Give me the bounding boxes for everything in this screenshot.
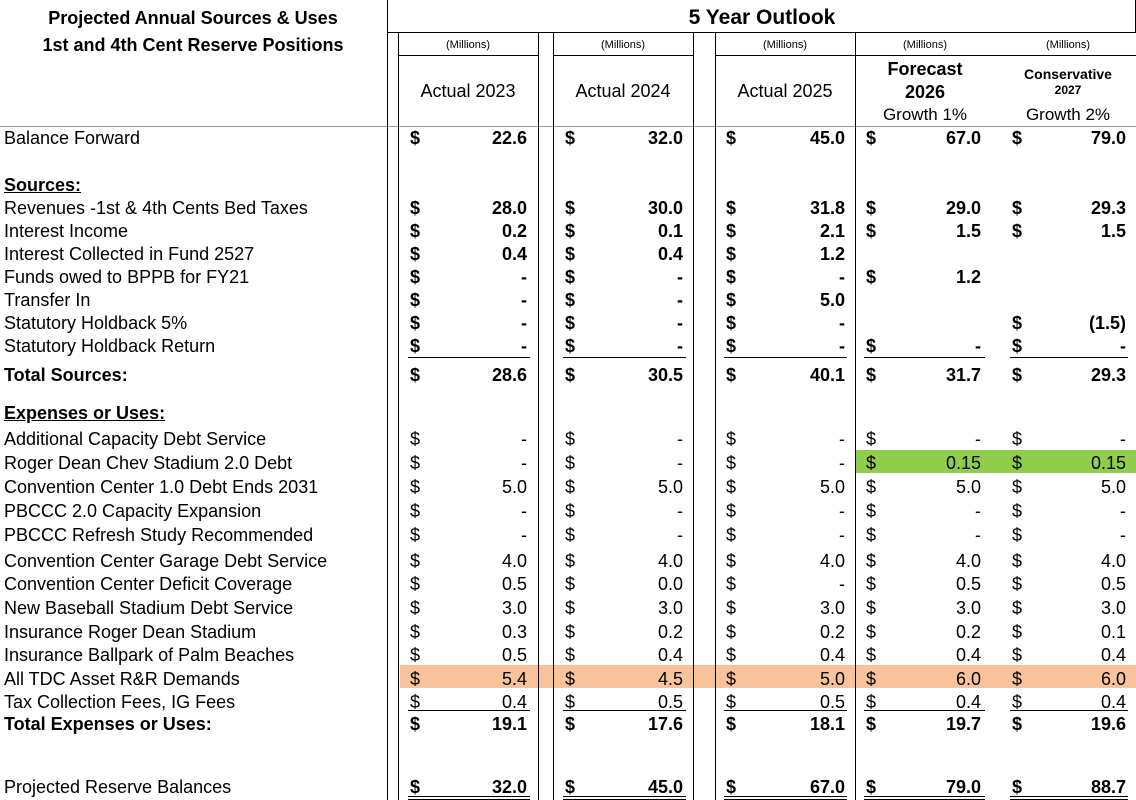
dollar-sign: $: [726, 574, 737, 594]
col3-units-rule: [715, 55, 855, 56]
cell-value[interactable]: -: [975, 429, 981, 449]
col4-growth: Growth 1%: [882, 105, 968, 124]
dollar-sign: $: [410, 365, 421, 385]
dollar-sign: $: [726, 598, 737, 618]
cell-value[interactable]: 31.8: [809, 198, 845, 218]
cell-value[interactable]: -: [521, 336, 527, 356]
dollar-sign: $: [866, 336, 877, 356]
dollar-sign: $: [866, 645, 877, 665]
dollar-sign: $: [866, 714, 877, 734]
cell-value[interactable]: 3.0: [501, 598, 527, 618]
cell-value[interactable]: 0.2: [955, 622, 981, 642]
col5-growth: Growth 2%: [1025, 105, 1111, 124]
dollar-sign: $: [726, 453, 737, 473]
dollar-sign: $: [565, 551, 576, 571]
dollar-sign: $: [565, 525, 576, 545]
row-label: Sources:: [4, 175, 82, 195]
sheet-title: Projected Annual Sources & Uses: [48, 8, 338, 28]
cell-value[interactable]: 4.0: [955, 551, 981, 571]
cell-value[interactable]: 28.0: [491, 198, 527, 218]
cell-value[interactable]: 5.0: [1100, 477, 1126, 497]
row-label: Insurance Ballpark of Palm Beaches: [4, 645, 295, 665]
cell-value[interactable]: -: [1120, 429, 1126, 449]
cell-value[interactable]: 30.5: [647, 365, 683, 385]
cell-value[interactable]: 19.1: [491, 714, 527, 734]
cell-value[interactable]: 5.0: [657, 477, 683, 497]
dollar-sign: $: [1012, 453, 1023, 473]
cell-value[interactable]: 0.0: [657, 574, 683, 594]
cell-value[interactable]: 31.7: [945, 365, 981, 385]
cell-value[interactable]: 0.5: [819, 692, 845, 712]
dollar-sign: $: [565, 645, 576, 665]
dollar-sign: $: [1012, 365, 1023, 385]
dollar-sign: $: [410, 453, 421, 473]
row-label: Roger Dean Chev Stadium 2.0 Debt: [4, 453, 293, 473]
cell-value[interactable]: 3.0: [955, 598, 981, 618]
sheet-subtitle: 1st and 4th Cent Reserve Positions: [42, 35, 344, 55]
total-double-rule: [1010, 796, 1128, 797]
row-label: Transfer In: [4, 290, 91, 310]
outlook-underline: [388, 32, 1136, 33]
dollar-sign: $: [1012, 128, 1023, 148]
cell-value[interactable]: -: [677, 336, 683, 356]
dollar-sign: $: [726, 267, 737, 287]
dollar-sign: $: [565, 128, 576, 148]
dollar-sign: $: [726, 290, 737, 310]
cell-value[interactable]: -: [839, 574, 845, 594]
dollar-sign: $: [410, 692, 421, 712]
dollar-sign: $: [410, 622, 421, 642]
row-label: Statutory Holdback 5%: [4, 313, 188, 333]
cell-value[interactable]: 3.0: [819, 598, 845, 618]
row-label: Interest Income: [4, 221, 129, 241]
col45-units-rule: [855, 55, 1136, 56]
dollar-sign: $: [726, 777, 737, 797]
cell-value[interactable]: -: [1120, 525, 1126, 545]
cell-value[interactable]: 79.0: [945, 777, 981, 797]
dollar-sign: $: [866, 429, 877, 449]
cell-value[interactable]: -: [975, 501, 981, 521]
cell-value[interactable]: -: [521, 290, 527, 310]
col1-units: (Millions): [446, 39, 490, 51]
dollar-sign: $: [565, 221, 576, 241]
dollar-sign: $: [410, 336, 421, 356]
dollar-sign: $: [410, 714, 421, 734]
dollar-sign: $: [1012, 525, 1023, 545]
row-label: Convention Center 1.0 Debt Ends 2031: [4, 477, 319, 497]
dollar-sign: $: [1012, 777, 1023, 797]
cell-value[interactable]: -: [839, 453, 845, 473]
subtotal-rule: [864, 710, 985, 711]
col5-header-year: 2027: [1054, 83, 1082, 97]
dollar-sign: $: [726, 477, 737, 497]
cell-value[interactable]: -: [677, 267, 683, 287]
dollar-sign: $: [726, 501, 737, 521]
dollar-sign: $: [410, 429, 421, 449]
cell-value[interactable]: 3.0: [657, 598, 683, 618]
dollar-sign: $: [866, 128, 877, 148]
dollar-sign: $: [410, 221, 421, 241]
cell-value[interactable]: 0.5: [501, 574, 527, 594]
row-label: Projected Reserve Balances: [4, 777, 232, 797]
dollar-sign: $: [726, 128, 737, 148]
dollar-sign: $: [726, 198, 737, 218]
cell-value[interactable]: 32.0: [647, 128, 683, 148]
subtotal-rule: [864, 357, 985, 358]
v-rule: [693, 32, 694, 800]
cell-value[interactable]: 28.6: [491, 365, 527, 385]
cell-value[interactable]: 0.5: [501, 645, 527, 665]
dollar-sign: $: [410, 267, 421, 287]
subtotal-rule: [1010, 710, 1128, 711]
dollar-sign: $: [1012, 313, 1023, 333]
dollar-sign: $: [866, 198, 877, 218]
dollar-sign: $: [1012, 645, 1023, 665]
dollar-sign: $: [866, 692, 877, 712]
cell-value[interactable]: 4.0: [501, 551, 527, 571]
dollar-sign: $: [726, 669, 737, 689]
cell-value[interactable]: 0.15: [1090, 453, 1126, 473]
dollar-sign: $: [410, 598, 421, 618]
row-label: Convention Center Deficit Coverage: [4, 574, 293, 594]
dollar-sign: $: [866, 777, 877, 797]
row-label: New Baseball Stadium Debt Service: [4, 598, 294, 618]
cell-value[interactable]: 0.2: [501, 221, 527, 241]
dollar-sign: $: [565, 501, 576, 521]
dollar-sign: $: [866, 221, 877, 241]
cell-value[interactable]: 0.5: [657, 692, 683, 712]
cell-value[interactable]: -: [521, 453, 527, 473]
cell-value[interactable]: 22.6: [491, 128, 527, 148]
cell-value[interactable]: 0.4: [657, 645, 683, 665]
col3-units: (Millions): [763, 39, 807, 51]
col4-header-title: Forecast: [887, 59, 963, 79]
header-bottom-rule: [0, 126, 1136, 127]
total-double-rule: [563, 796, 686, 797]
dollar-sign: $: [565, 598, 576, 618]
dollar-sign: $: [410, 313, 421, 333]
dollar-sign: $: [565, 290, 576, 310]
cell-value[interactable]: 0.4: [955, 692, 981, 712]
dollar-sign: $: [1012, 692, 1023, 712]
dollar-sign: $: [726, 244, 737, 264]
cell-value[interactable]: -: [677, 501, 683, 521]
cell-value[interactable]: 17.6: [647, 714, 683, 734]
cell-value[interactable]: 1.5: [1100, 221, 1126, 241]
cell-value[interactable]: -: [521, 313, 527, 333]
v-rule: [855, 32, 856, 800]
v-rule: [398, 32, 399, 800]
cell-value[interactable]: 1.2: [819, 244, 845, 264]
dollar-sign: $: [565, 244, 576, 264]
cell-value[interactable]: 18.1: [809, 714, 845, 734]
cell-value[interactable]: 6.0: [1100, 669, 1126, 689]
dollar-sign: $: [410, 551, 421, 571]
v-rule: [387, 0, 388, 800]
outlook-title: 5 Year Outlook: [688, 6, 836, 29]
dollar-sign: $: [726, 622, 737, 642]
cell-value[interactable]: 5.0: [819, 290, 845, 310]
dollar-sign: $: [726, 714, 737, 734]
v-rule: [538, 32, 539, 800]
subtotal-rule: [724, 710, 847, 711]
dollar-sign: $: [565, 692, 576, 712]
dollar-sign: $: [726, 551, 737, 571]
dollar-sign: $: [866, 267, 877, 287]
cell-value[interactable]: 4.5: [657, 669, 683, 689]
cell-value[interactable]: 4.0: [819, 551, 845, 571]
cell-value[interactable]: 88.7: [1090, 777, 1126, 797]
cell-value[interactable]: 0.3: [501, 622, 527, 642]
v-rule: [715, 32, 716, 800]
cell-value[interactable]: 3.0: [1100, 598, 1126, 618]
dollar-sign: $: [866, 622, 877, 642]
cell-value[interactable]: 1.2: [955, 267, 981, 287]
cell-value[interactable]: 29.3: [1090, 365, 1126, 385]
cell-value[interactable]: -: [975, 336, 981, 356]
cell-value[interactable]: -: [839, 525, 845, 545]
cell-value[interactable]: 0.5: [1100, 574, 1126, 594]
cell-value[interactable]: -: [521, 429, 527, 449]
cell-value[interactable]: -: [839, 336, 845, 356]
cell-value[interactable]: 4.0: [1100, 551, 1126, 571]
cell-value[interactable]: 5.0: [819, 477, 845, 497]
cell-value[interactable]: 0.1: [1100, 622, 1126, 642]
cell-value[interactable]: 0.2: [657, 622, 683, 642]
col5-units: (Millions): [1046, 39, 1090, 51]
dollar-sign: $: [565, 477, 576, 497]
dollar-sign: $: [1012, 501, 1023, 521]
row-label: Statutory Holdback Return: [4, 336, 216, 356]
dollar-sign: $: [866, 365, 877, 385]
cell-value[interactable]: 0.2: [819, 622, 845, 642]
dollar-sign: $: [410, 574, 421, 594]
cell-value[interactable]: 19.7: [945, 714, 981, 734]
cell-value[interactable]: 0.4: [501, 244, 527, 264]
dollar-sign: $: [866, 669, 877, 689]
dollar-sign: $: [866, 477, 877, 497]
col2-header: Actual 2024: [575, 81, 671, 101]
row-label: Expenses or Uses:: [4, 403, 166, 423]
dollar-sign: $: [726, 313, 737, 333]
subtotal-rule: [408, 710, 530, 711]
total-double-rule: [408, 796, 530, 797]
col2-units-rule: [553, 55, 693, 56]
cell-value[interactable]: 0.5: [955, 574, 981, 594]
cell-value[interactable]: -: [677, 429, 683, 449]
row-label: Additional Capacity Debt Service: [4, 429, 267, 449]
cell-value[interactable]: -: [839, 501, 845, 521]
cell-value[interactable]: -: [677, 290, 683, 310]
dollar-sign: $: [565, 313, 576, 333]
col1-units-rule: [398, 55, 538, 56]
dollar-sign: $: [1012, 551, 1023, 571]
cell-value[interactable]: 0.4: [1100, 645, 1126, 665]
v-rule: [553, 32, 554, 800]
dollar-sign: $: [565, 453, 576, 473]
dollar-sign: $: [1012, 198, 1023, 218]
dollar-sign: $: [410, 290, 421, 310]
cell-value[interactable]: 5.0: [955, 477, 981, 497]
cell-value[interactable]: -: [521, 501, 527, 521]
row-label: Insurance Roger Dean Stadium: [4, 622, 257, 642]
dollar-sign: $: [410, 645, 421, 665]
dollar-sign: $: [866, 598, 877, 618]
row-label: PBCCC 2.0 Capacity Expansion: [4, 501, 262, 521]
cell-value[interactable]: -: [1120, 336, 1126, 356]
cell-value[interactable]: 29.3: [1090, 198, 1126, 218]
dollar-sign: $: [726, 221, 737, 241]
cell-value[interactable]: 0.15: [945, 453, 981, 473]
dollar-sign: $: [866, 453, 877, 473]
dollar-sign: $: [565, 714, 576, 734]
dollar-sign: $: [410, 477, 421, 497]
subtotal-rule: [408, 357, 530, 358]
cell-value[interactable]: -: [677, 313, 683, 333]
dollar-sign: $: [1012, 336, 1023, 356]
dollar-sign: $: [1012, 598, 1023, 618]
cell-value[interactable]: 45.0: [647, 777, 683, 797]
cell-value[interactable]: 32.0: [491, 777, 527, 797]
cell-value[interactable]: 0.4: [1100, 692, 1126, 712]
cell-value[interactable]: (1.5): [1088, 313, 1126, 333]
dollar-sign: $: [866, 551, 877, 571]
dollar-sign: $: [1012, 477, 1023, 497]
cell-value[interactable]: 45.0: [809, 128, 845, 148]
dollar-sign: $: [565, 777, 576, 797]
cell-value[interactable]: -: [521, 267, 527, 287]
dollar-sign: $: [565, 198, 576, 218]
cell-value[interactable]: -: [839, 313, 845, 333]
dollar-sign: $: [1012, 221, 1023, 241]
cell-value[interactable]: 0.4: [657, 244, 683, 264]
dollar-sign: $: [726, 692, 737, 712]
cell-value[interactable]: -: [677, 453, 683, 473]
subtotal-rule: [563, 710, 686, 711]
cell-value[interactable]: -: [839, 267, 845, 287]
cell-value[interactable]: 67.0: [945, 128, 981, 148]
cell-value[interactable]: 67.0: [809, 777, 845, 797]
col5-header-title: Conservative: [1024, 66, 1112, 82]
row-label: Interest Collected in Fund 2527: [4, 244, 255, 264]
col3-header: Actual 2025: [737, 81, 833, 101]
cell-value[interactable]: 0.4: [955, 645, 981, 665]
dollar-sign: $: [866, 501, 877, 521]
subtotal-rule: [724, 357, 847, 358]
row-label: PBCCC Refresh Study Recommended: [4, 525, 314, 545]
cell-value[interactable]: 19.6: [1090, 714, 1126, 734]
dollar-sign: $: [1012, 622, 1023, 642]
row-label: Total Sources:: [4, 365, 128, 385]
dollar-sign: $: [1012, 669, 1023, 689]
cell-value[interactable]: 1.5: [955, 221, 981, 241]
row-label: Revenues -1st & 4th Cents Bed Taxes: [4, 198, 308, 218]
dollar-sign: $: [410, 244, 421, 264]
cell-value[interactable]: 6.0: [955, 669, 981, 689]
cell-value[interactable]: -: [975, 525, 981, 545]
dollar-sign: $: [410, 198, 421, 218]
cell-value[interactable]: 29.0: [945, 198, 981, 218]
dollar-sign: $: [410, 128, 421, 148]
cell-value[interactable]: 0.4: [819, 645, 845, 665]
dollar-sign: $: [726, 365, 737, 385]
dollar-sign: $: [1012, 714, 1023, 734]
cell-value[interactable]: 79.0: [1090, 128, 1126, 148]
dollar-sign: $: [410, 669, 421, 689]
dollar-sign: $: [565, 574, 576, 594]
total-double-rule: [724, 796, 847, 797]
col4-units: (Millions): [903, 39, 947, 51]
row-label: Funds owed to BPPB for FY21: [4, 267, 250, 287]
row-label: Convention Center Garage Debt Service: [4, 551, 328, 571]
dollar-sign: $: [726, 645, 737, 665]
dollar-sign: $: [410, 525, 421, 545]
row-label: Total Expenses or Uses:: [4, 714, 212, 734]
cell-value[interactable]: 0.4: [501, 692, 527, 712]
dollar-sign: $: [565, 429, 576, 449]
subtotal-rule: [563, 357, 686, 358]
row-label: Tax Collection Fees, IG Fees: [4, 692, 236, 712]
dollar-sign: $: [1012, 574, 1023, 594]
cell-value[interactable]: 30.0: [647, 198, 683, 218]
cell-value[interactable]: -: [677, 525, 683, 545]
cell-value[interactable]: 40.1: [809, 365, 845, 385]
dollar-sign: $: [866, 574, 877, 594]
cell-value[interactable]: 0.1: [657, 221, 683, 241]
dollar-sign: $: [565, 365, 576, 385]
dollar-sign: $: [565, 267, 576, 287]
cell-value[interactable]: 5.0: [501, 477, 527, 497]
dollar-sign: $: [565, 622, 576, 642]
cell-value[interactable]: 5.4: [501, 669, 527, 689]
dollar-sign: $: [410, 501, 421, 521]
subtotal-rule: [1010, 357, 1128, 358]
dollar-sign: $: [726, 525, 737, 545]
dollar-sign: $: [866, 525, 877, 545]
total-double-rule: [864, 796, 985, 797]
cell-value[interactable]: 5.0: [819, 669, 845, 689]
dollar-sign: $: [726, 429, 737, 449]
cell-value[interactable]: -: [839, 429, 845, 449]
cell-value[interactable]: -: [1120, 501, 1126, 521]
col1-header: Actual 2023: [420, 81, 516, 101]
row-label: All TDC Asset R&R Demands: [4, 669, 240, 689]
dollar-sign: $: [410, 777, 421, 797]
col2-units: (Millions): [601, 39, 645, 51]
cell-value[interactable]: -: [521, 525, 527, 545]
dollar-sign: $: [565, 669, 576, 689]
dollar-sign: $: [726, 336, 737, 356]
dollar-sign: $: [1012, 429, 1023, 449]
cell-value[interactable]: 4.0: [657, 551, 683, 571]
col4-header-year: 2026: [904, 82, 946, 102]
dollar-sign: $: [565, 336, 576, 356]
row-label: Balance Forward: [4, 128, 141, 148]
cell-value[interactable]: 2.1: [819, 221, 845, 241]
